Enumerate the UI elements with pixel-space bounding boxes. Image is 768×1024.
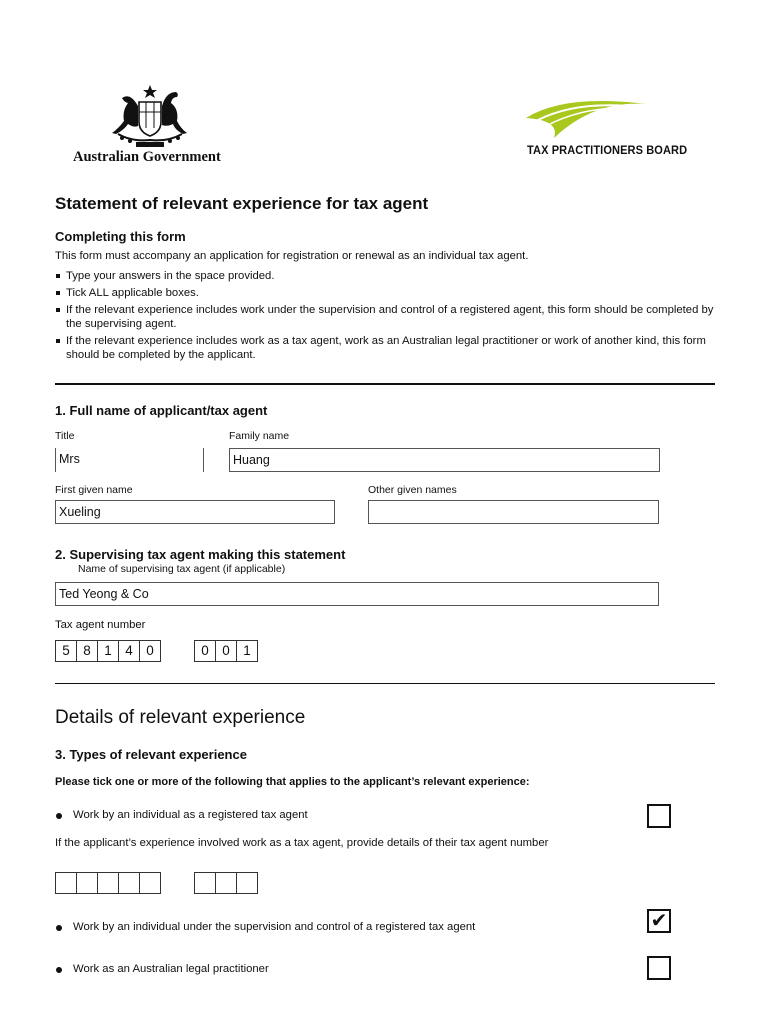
instruction-item: If the relevant experience includes work under the supervision and control of a registered agent, this form should be completed by the supervising agent. bbox=[55, 303, 715, 331]
option-supervised-work bbox=[73, 921, 475, 933]
completing-heading: Completing this form bbox=[55, 229, 186, 244]
digit-box[interactable]: 4 bbox=[118, 640, 140, 662]
family-name-label: Family name bbox=[229, 430, 290, 442]
digit-box[interactable] bbox=[215, 872, 237, 894]
types-instruction: Please tick one or more of the following that applies to the applicant’s relevant experience: bbox=[55, 776, 530, 788]
practitioner-number-prompt: If the applicant’s experience involved work as a tax agent, provide details of their tax agent number bbox=[55, 837, 549, 849]
registered-tax-agent-checkbox[interactable] bbox=[647, 804, 671, 828]
digit-box[interactable]: 1 bbox=[236, 640, 258, 662]
instruction-item: If the relevant experience includes work as a tax agent, work as an Australian legal practitioner or work of another kind, this form should be completed by the applicant. bbox=[55, 334, 715, 362]
bullet-icon bbox=[56, 967, 62, 973]
supervised-work-checkbox[interactable] bbox=[647, 909, 671, 933]
tax-agent-number-group1[interactable] bbox=[55, 640, 161, 662]
intro-text: This form must accompany an application for registration or renewal as an individual tax agent. bbox=[55, 250, 529, 262]
tax-agent-number-label: Tax agent number bbox=[55, 619, 146, 631]
details-heading: Details of relevant experience bbox=[55, 707, 306, 728]
section-divider bbox=[55, 683, 715, 684]
practitioner-number-group2[interactable] bbox=[194, 872, 258, 894]
supervising-agent-name-field[interactable]: Ted Yeong & Co bbox=[55, 582, 659, 606]
digit-box[interactable] bbox=[55, 872, 77, 894]
legal-practitioner-checkbox[interactable] bbox=[647, 956, 671, 980]
title-field[interactable]: Mrs bbox=[55, 448, 204, 472]
other-given-names-label: Other given names bbox=[368, 484, 457, 496]
first-given-name-label: First given name bbox=[55, 484, 133, 496]
option-legal-practitioner bbox=[73, 963, 269, 975]
other-given-names-field[interactable] bbox=[368, 500, 659, 524]
section2-heading: 2. Supervising tax agent making this statement bbox=[55, 547, 346, 562]
instruction-item: Tick ALL applicable boxes. bbox=[55, 286, 715, 300]
supervising-agent-name-label: Name of supervising tax agent (if applicable) bbox=[78, 563, 286, 575]
digit-box[interactable]: 0 bbox=[215, 640, 237, 662]
board-name: TAX PRACTITIONERS BOARD bbox=[527, 143, 688, 157]
practitioner-number-group1[interactable] bbox=[55, 872, 161, 894]
digit-box[interactable]: 0 bbox=[139, 640, 161, 662]
digit-box[interactable] bbox=[194, 872, 216, 894]
family-name-field[interactable]: Huang bbox=[229, 448, 660, 472]
digit-box[interactable]: 5 bbox=[55, 640, 77, 662]
digit-box[interactable] bbox=[97, 872, 119, 894]
tpb-swoosh-icon bbox=[524, 94, 648, 140]
option-label: Work as an Australian legal practitioner bbox=[73, 963, 269, 975]
digit-box[interactable]: 8 bbox=[76, 640, 98, 662]
section3-heading: 3. Types of relevant experience bbox=[55, 747, 247, 762]
title-label: Title bbox=[55, 430, 75, 442]
bullet-icon bbox=[56, 925, 62, 931]
first-given-name-field[interactable]: Xueling bbox=[55, 500, 335, 524]
digit-box[interactable] bbox=[236, 872, 258, 894]
instruction-item: Type your answers in the space provided. bbox=[55, 269, 715, 283]
digit-box[interactable]: 1 bbox=[97, 640, 119, 662]
checkmark-icon: ✔ bbox=[650, 910, 668, 932]
section1-heading: 1. Full name of applicant/tax agent bbox=[55, 403, 268, 418]
option-label: Work by an individual under the supervision and control of a registered tax agent bbox=[73, 921, 476, 933]
option-registered-tax-agent bbox=[73, 809, 308, 821]
form-title: Statement of relevant experience for tax agent bbox=[55, 194, 429, 213]
instructions-list bbox=[55, 269, 715, 365]
digit-box[interactable]: 0 bbox=[194, 640, 216, 662]
digit-box[interactable] bbox=[118, 872, 140, 894]
option-label: Work by an individual as a registered tax agent bbox=[73, 809, 308, 821]
tax-agent-number-group2[interactable] bbox=[194, 640, 258, 662]
coat-of-arms-icon bbox=[108, 84, 192, 150]
government-name: Australian Government bbox=[73, 149, 221, 165]
bullet-icon bbox=[56, 813, 62, 819]
section-divider bbox=[55, 383, 715, 385]
digit-box[interactable] bbox=[76, 872, 98, 894]
digit-box[interactable] bbox=[139, 872, 161, 894]
